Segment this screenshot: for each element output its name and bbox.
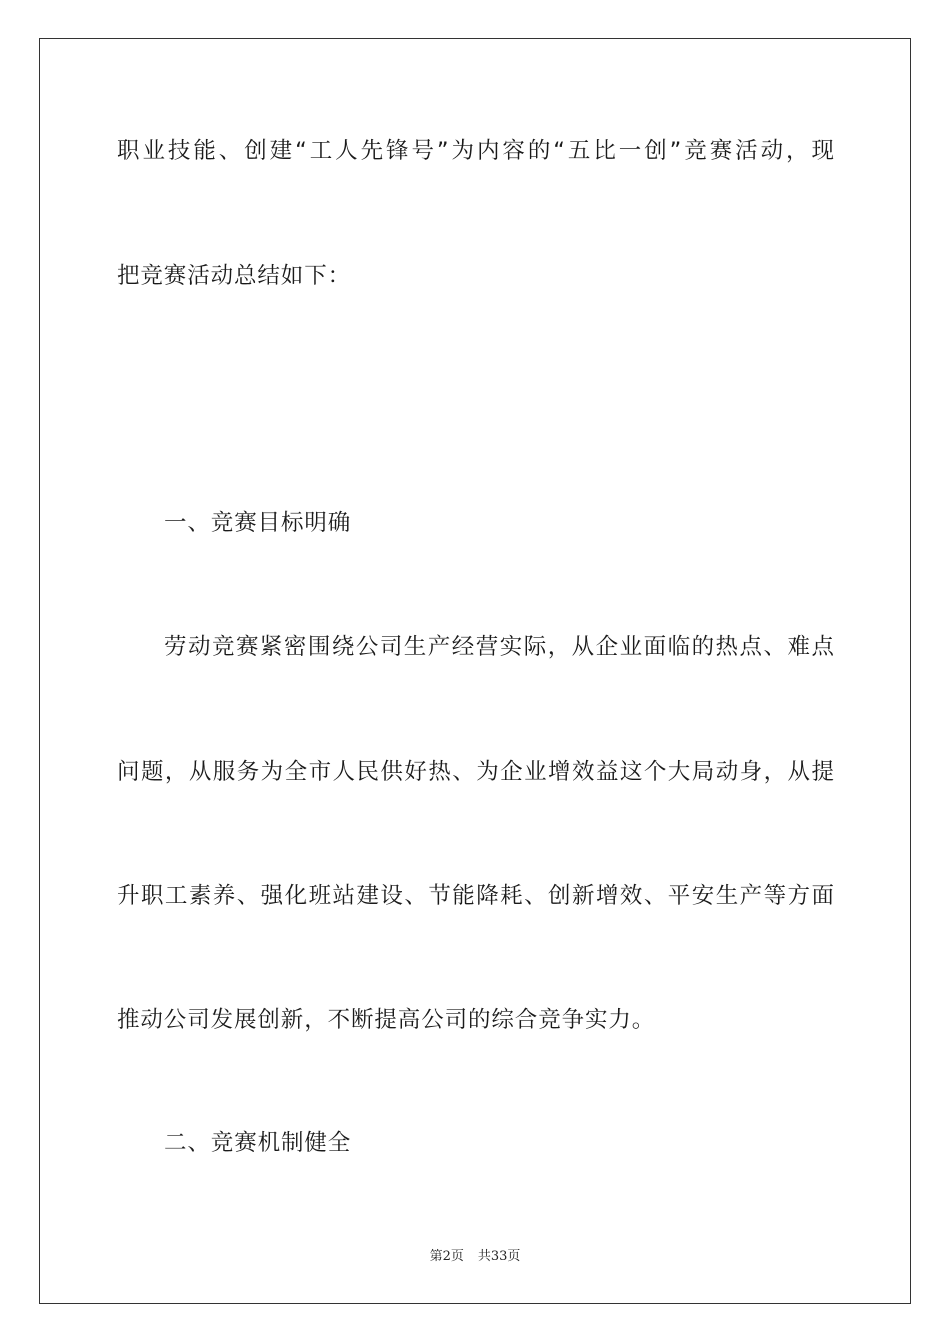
paragraph-line: 问题，从服务为全市人民供好热、为企业增效益这个大局动身，从提 xyxy=(117,759,834,785)
section-heading: 一、竞赛目标明确 xyxy=(164,510,352,536)
paragraph-line: 职业技能、创建“工人先锋号”为内容的“五比一创”竞赛活动，现 xyxy=(117,138,834,164)
page-footer xyxy=(0,1248,950,1266)
paragraph-line: 劳动竞赛紧密围绕公司生产经营实际，从企业面临的热点、难点 xyxy=(164,634,834,660)
page-total: 共33页 xyxy=(477,1249,521,1264)
page-number: 第2页 xyxy=(429,1249,464,1264)
section-heading: 二、竞赛机制健全 xyxy=(164,1130,352,1156)
paragraph-line: 把竞赛活动总结如下： xyxy=(117,263,352,289)
paragraph-line: 推动公司发展创新，不断提高公司的综合竞争实力。 xyxy=(117,1007,656,1033)
paragraph-line: 升职工素养、强化班站建设、节能降耗、创新增效、平安生产等方面 xyxy=(117,883,834,909)
page-frame xyxy=(39,38,911,1304)
